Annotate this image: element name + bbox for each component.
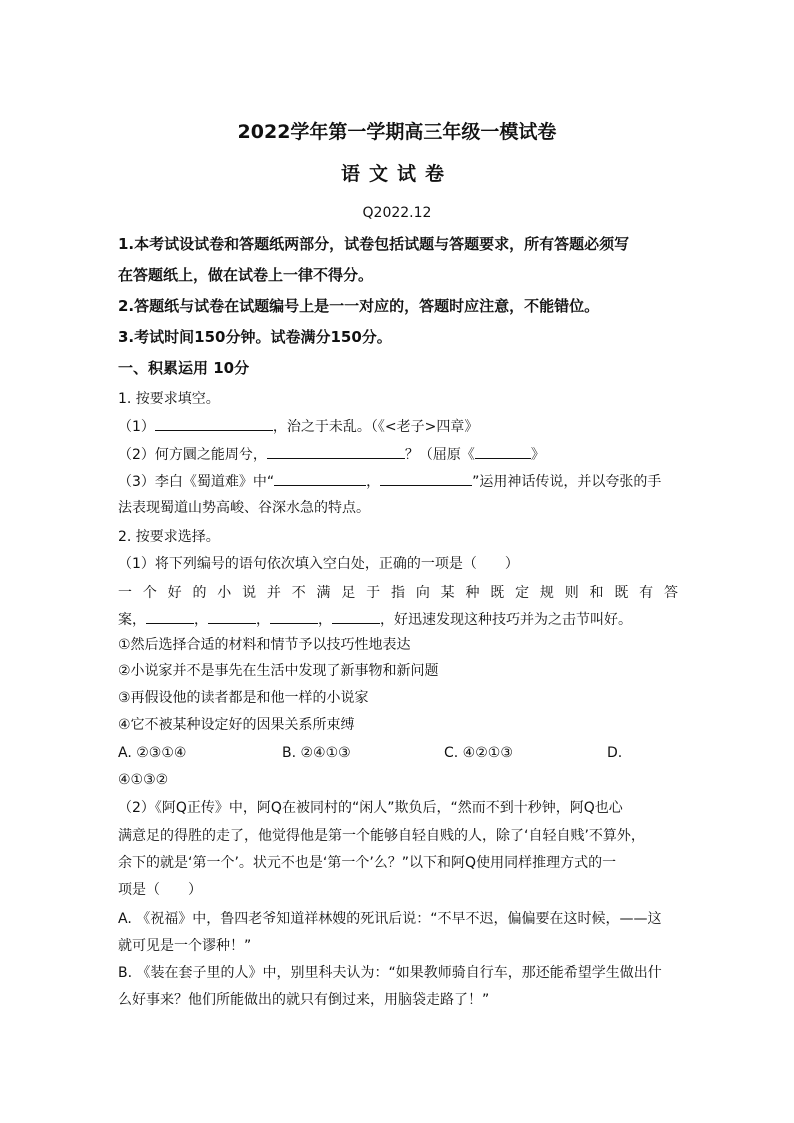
question-2-sub-1-stem: （1）将下列编号的语句依次填入空白处，正确的一项是（ ） <box>118 556 519 572</box>
section-heading: 一、积累运用 10分 <box>118 359 250 377</box>
exam-date: Q2022.12 <box>362 205 432 221</box>
option-d[interactable]: D. <box>607 745 623 761</box>
options-row <box>118 742 678 764</box>
note-1-line-2: 在答题纸上，做在试卷上一律不得分。 <box>118 266 374 284</box>
option-c[interactable]: C. ④②①③ <box>444 745 513 761</box>
question-1-stem: 1. 按要求填空。 <box>118 391 220 407</box>
question-2-sub-2-line-2: 满意足的得胜的走了，他觉得他是第一个能够自轻自贱的人，除了‘自轻自贱’不算外， <box>118 828 645 844</box>
choice-b-line-2: 么好事来？他们所能做出的就只有倒过来，用脑袋走路了！” <box>118 992 490 1008</box>
note-3: 3.考试时间150分钟。试卷满分150分。 <box>118 328 392 346</box>
passage-sep: ， <box>318 612 332 628</box>
passage-sep: ， <box>256 612 270 628</box>
option-b[interactable]: B. ②④①③ <box>282 745 351 761</box>
part-1-prefix: （1） <box>118 419 155 435</box>
choice-a-line-1: A. 《祝福》中，鲁四老爷知道祥林嫂的死讯后说：“不早不迟，偏偏要在这时候，——这 <box>118 911 662 927</box>
answer-blank[interactable] <box>274 470 366 486</box>
answer-blank[interactable] <box>475 443 531 459</box>
sentence-item-3: ③再假设他的读者都是和他一样的小说家 <box>118 690 369 706</box>
answer-blank[interactable] <box>267 443 405 459</box>
part-3-suffix: ”运用神话传说，并以夸张的手 <box>472 474 662 490</box>
question-2-sub-2-line-1: （2）《阿Q正传》中，阿Q在被同村的“闲人”欺负后，“然而不到十秒钟，阿Q也心 <box>118 800 623 816</box>
passage-prefix: 案， <box>118 612 146 628</box>
exam-subtitle: 语文试卷 <box>340 163 453 185</box>
exam-title: 2022学年第一学期高三年级一模试卷 <box>237 121 557 143</box>
sentence-item-2: ②小说家并不是事先在生活中发现了新事物和新问题 <box>118 663 439 679</box>
question-2-sub-2-line-3: 余下的就是‘第一个’。状元不也是‘第一个’么？”以下和阿Q使用同样推理方式的一 <box>118 855 617 871</box>
question-2-sub-2-line-4: 项是（ ） <box>118 882 202 898</box>
answer-blank[interactable] <box>380 470 472 486</box>
question-2-sub-1-passage-cont <box>118 608 678 631</box>
choice-b-line-1: B. 《装在套子里的人》中，别里科夫认为：“如果教师骑自行车，那还能希望学生做出什 <box>118 965 662 981</box>
question-2-sub-1-passage: 一个好的小说并不满足于指向某种既定规则和既有答 <box>118 585 678 601</box>
answer-blank[interactable] <box>332 608 380 624</box>
question-2-stem: 2. 按要求选择。 <box>118 529 220 545</box>
part-2-prefix: （2）何方圜之能周兮， <box>118 447 267 463</box>
answer-blank[interactable] <box>208 608 256 624</box>
part-3-middle: ， <box>366 474 381 490</box>
part-1-suffix: ，治之于未乱。（《<老子>四章》 <box>272 419 479 435</box>
passage-suffix: ，好迅速发现这种技巧并为之击节叫好。 <box>380 612 632 628</box>
part-3-prefix: （3）李白《蜀道难》中“ <box>118 474 275 490</box>
note-1-line-1: 1.本考试设试卷和答题纸两部分，试卷包括试题与答题要求，所有答题必须写 <box>118 235 630 253</box>
sentence-item-4: ④它不被某种设定好的因果关系所束缚 <box>118 717 355 733</box>
question-1-part-3-continued: 法表现蜀道山势高峻、谷深水急的特点。 <box>118 500 370 516</box>
sentence-item-1: ①然后选择合适的材料和情节予以技巧性地表达 <box>118 637 411 653</box>
question-1-part-2 <box>118 443 678 466</box>
answer-blank[interactable] <box>155 415 273 431</box>
answer-blank[interactable] <box>270 608 318 624</box>
part-2-middle: ？（屈原《 <box>404 447 475 463</box>
answer-blank[interactable] <box>146 608 194 624</box>
part-2-suffix: 》 <box>530 447 545 463</box>
question-1-part-1 <box>118 415 678 438</box>
choice-a-line-2: 就可见是一个谬种！” <box>118 938 252 954</box>
question-1-part-3 <box>118 470 678 493</box>
note-2: 2.答题纸与试卷在试题编号上是一一对应的，答题时应注意，不能错位。 <box>118 297 600 315</box>
option-a[interactable]: A. ②③①④ <box>118 745 187 761</box>
passage-sep: ， <box>194 612 208 628</box>
option-d-continued: ④①③② <box>118 772 169 788</box>
